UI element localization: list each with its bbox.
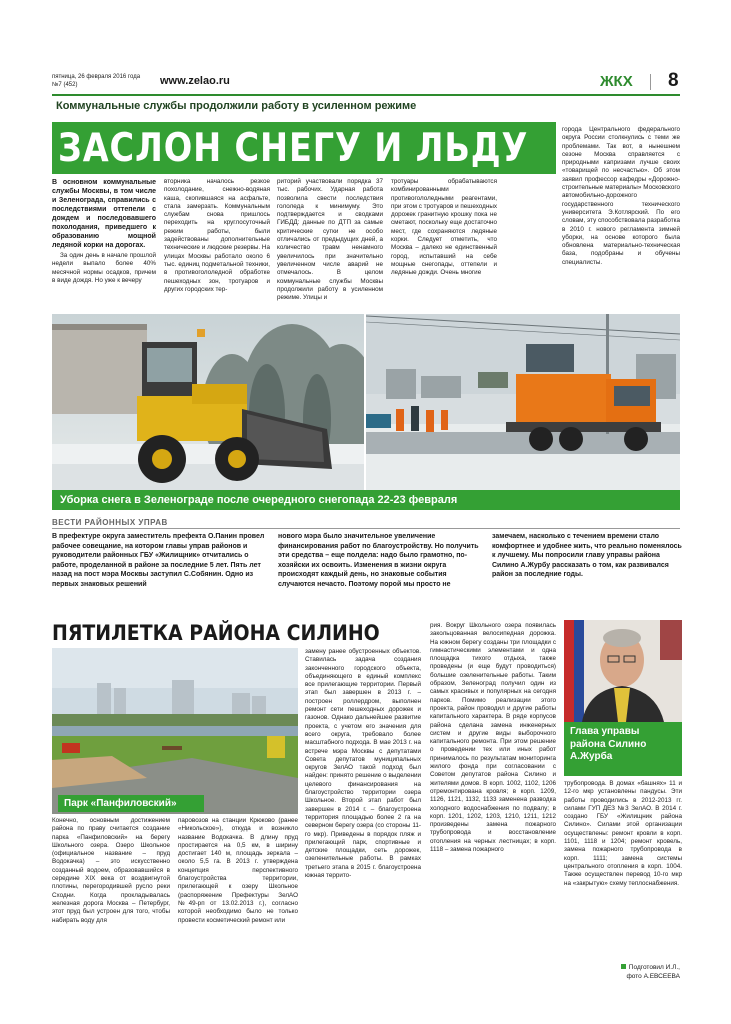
portrait-caption: Глава управы района Силино А.Журба xyxy=(564,722,682,776)
article-column-5: города Центрального федерального округа России столкнулись с теми же проблемами. Так вот, в нынешнем сезоне Москва справляется с природными капризами лучше своих «товарищей по несчастью». Об этом заявил профессор кафедры «Дорожно-строительные материалы» Московского автомобильно-дорожного государственного технического университета Э.Котлярский. По его словам, эту способствовала разработка в 2010 г. нового регламента зимней уборки, на основе которого была обновлена материально-техническая база, подобраны и обучены специалисты. xyxy=(562,126,680,266)
body-column-5: трубопровода. В домах «башнях» 11 и 12-го мкр установлены пандусы. Эти работы проводились в 2012-2013 гг. силами ГУП ДЕЗ №3 ЗелАО. В 2014 г. создано ГБУ «Жилищник района Силино». Силами этой организации осуществлены: ремонт кровли в корп. 1101, 1118 и 1204; ремонт кровель, замена пожарного трубопровода в корп. 1111; замена системы центрального отопления в корп. 1004. Также осуществлен перевод 10-го мкр на «закрытую» схему теплоснабжения. xyxy=(564,780,682,887)
header-divider xyxy=(650,74,651,90)
article-column-1 xyxy=(52,178,156,314)
lead-column-2: нового мэра было значительное увеличение финансирования работ по благоустройству. Но получить эти средства – еще полдела: надо было грамотно, по-хозяйски их освоить. Изменения в жизни округа происходят каждый день, но знаковые события случаются нечасто. Поэтому порой мы просто не xyxy=(278,533,479,588)
section-label: ЖКХ xyxy=(600,73,633,90)
photo-caption: Уборка снега в Зеленограде после очередного снегопада 22-23 февраля xyxy=(52,490,680,510)
body-column-4: рия. Вокруг Школьного озера появилась закольцованная велосипедная дорожка. На южном берегу созданы три площадки с гимнастическими элементами и одна площадка тихого отдыха, также проведены (и еще будут проводиться) большие озеленительные работы. Таким образом, Зеленоград получил один из самых красивых и популярных на сегодня парков. Помимо реализации этого проекта, район проводил и другие работы капитального характера. В ряде корпусов района сделана замена инженерных систем и другие виды выборочного капитального ремонта. При этом решение о проведении тех или иных работ принималось по результатам мониторинга жилого фонда при согласовании с Советом депутатов района Силино и жителями домов. В корп. 1002, 1102, 1206 отремонтирована кровля; в корп. 1209, 1126, 1121, 1132, 1133 заменена разводка холодного водоснабжения по подвалу; в корп. 1201, 1202, 1203, 1210, 1211, 1212 произведены замена пожарного трубопровода и восстановление отопления на черных лестницах; в корп. 1118 – замена пожарного xyxy=(430,622,556,854)
loader-illustration xyxy=(52,314,364,490)
park-illustration xyxy=(52,648,298,814)
rubric-label: ВЕСТИ РАЙОННЫХ УПРАВ xyxy=(52,518,168,527)
byline-photo: фото А.ЕВСЕЕВА xyxy=(626,972,680,980)
byline xyxy=(610,964,680,981)
article-title: ЗАСЛОН СНЕГУ И ЛЬДУ xyxy=(58,126,529,171)
article-column-2: вторника началось резкое похолодание, снежно-водяная каша, скопившаяся на асфальте, стала замерзать. Коммунальным службам снова пришлось переходить на круглосуточный режим работы, были задействованы дополнительные технические и людские резервы. На улицах Москвы работало около 6 тыс. единиц подметальной техники, в противогололедной обработке пешеходных зон, тротуаров и других городских тер- xyxy=(164,178,270,293)
body-column-3: замену ранее обустроенных объектов. Ставилась задача создания законченного городского объекта, объединяющего в единый комплекс все прилегающие территории. Первый этап был завершен в 2013 г. – построен роллердром, выполнен ремонт сети пешеходных дорожек и газонов. Однако дальнейшее развитие проекта, с учетом его значения для всего округа, требовало более масштабного подхода. В мае 2013 г. на встрече мэра Москвы с депутатами Совета депутатов муниципальных округов ЗелАО такой подход был найден: принято решение о выделении целевого финансирования на благоустройство территории озера Школьное. Второй этап работ был завершен в 2014 г. – благоустроена территория площадью более 2 га на северном берегу озера (со стороны 11-го мкр). Приведены в порядок пляж и прилегающий парк, спортивные и детские площадки, сеть дорожек, озеленительные работы. В рамках третьего этапа в 2015 г. благоустроена южная террито- xyxy=(305,648,421,880)
article-column-3: риторий участвовали порядка 37 тыс. рабочих. Ударная работа позволила свести последствия гололеда к минимуму. Это подтверждается и сводками ГИБДД: данные по ДТП за самые критические сутки не особо отличались от предыдущих дней, а количество травм ненамного увеличилось при значительно увеличенном числе аварий не отмечалось. В целом коммунальные службы Москвы продолжили работу в усиленном режиме. Улицы и xyxy=(277,178,383,302)
issue-number: №7 (452) xyxy=(52,82,78,88)
header-rule xyxy=(52,94,680,96)
article-text-1: За один день в начале прошлой недели выпало более 40% месячной нормы осадков, причем в виде дождя. Но уже к вечеру xyxy=(52,252,156,284)
photo-loader xyxy=(52,314,364,490)
lead-column-3: замечаем, насколько с течением времени стало комфортнее и удобнее жить, что реально поменялось к лучшему. Мы попросили главу управы района Силино А.Журбу рассказать о том, как развивался район за последние годы. xyxy=(492,533,682,579)
body-column-1: Конечно, основным достижением района по праву считается создание парка «Панфиловский» на берегу Школьного озера. Озеро Школьное (официальное название – пруд Водокачка) – это искусственно созданный водоем, образовавшийся в середине XIX века от воздвигнутой плотины, перегородившей русло реки Сходни. Когда прокладывалась железная дорога Москва – Петербург, этот пруд был устроен для того, чтобы набирать воду для xyxy=(52,817,170,924)
street-illustration xyxy=(366,314,680,490)
site-link[interactable]: www.zelao.ru xyxy=(160,75,230,87)
article-column-4: тротуары обрабатываются комбинированными противогололедными реагентами, при этом с тротуаров и пешеходных дорожек гранитную крошку пока не сметают, поскольку еще достаточно мест, где сохраняются ледяные корки. Следует отметить, что Москва – далеко не единственный город, испытавший на себе мощные снегопады, оттепели и ледяные дожди. Очень многие xyxy=(391,178,497,277)
byline-author: Подготовил И.Л., xyxy=(628,964,680,971)
issue-date: пятница, 26 февраля 2016 года xyxy=(52,74,141,80)
square-bullet-icon xyxy=(621,964,626,969)
photo-portrait xyxy=(564,620,682,722)
issue-info xyxy=(52,73,140,89)
article2-title: ПЯТИЛЕТКА РАЙОНА СИЛИНО xyxy=(52,621,380,645)
photo-park xyxy=(52,648,298,814)
article-lead: В основном коммунальные службы Москвы, в том числе и Зеленограда, справились с последствиями оттепели с дождем и последовавшего похолодания, приведшего к образованию мощной ледяной корки на дорогах. xyxy=(52,179,156,249)
body-column-2: паровозов на станции Крюково (ранее «Никольское»), откуда и возникло название Водокачка. В длину пруд простирается на 0,5 км, в ширину достигает 140 м, площадь зеркала – около 5,5 га. В 2013 г. утверждена концепция перспективного благоустройства территории, прилегающей к озеру Школьное (распоряжение Префектуры ЗелАО №49-рп от 13.02.2013 г.), согласно которой необходимо было не только провести косметический ремонт или xyxy=(178,817,298,924)
photo-street xyxy=(366,314,680,490)
portrait-illustration xyxy=(564,620,682,722)
article-kicker: Коммунальные службы продолжили работу в усиленном режиме xyxy=(56,100,417,112)
page-number: 8 xyxy=(668,70,679,91)
rubric-rule xyxy=(52,528,680,529)
lead-column-1: В префектуре округа заместитель префекта О.Панин провел рабочее совещание, на котором главы управ районов и руководители районных ГБУ «Жилищник» отчитались о работе, проделанной в районе за последние 5 лет. Пять лет назад на пост мэра Москвы заступил С.Собянин. Одно из первых знаковых решений xyxy=(52,533,265,588)
park-caption: Парк «Панфиловский» xyxy=(58,795,204,812)
